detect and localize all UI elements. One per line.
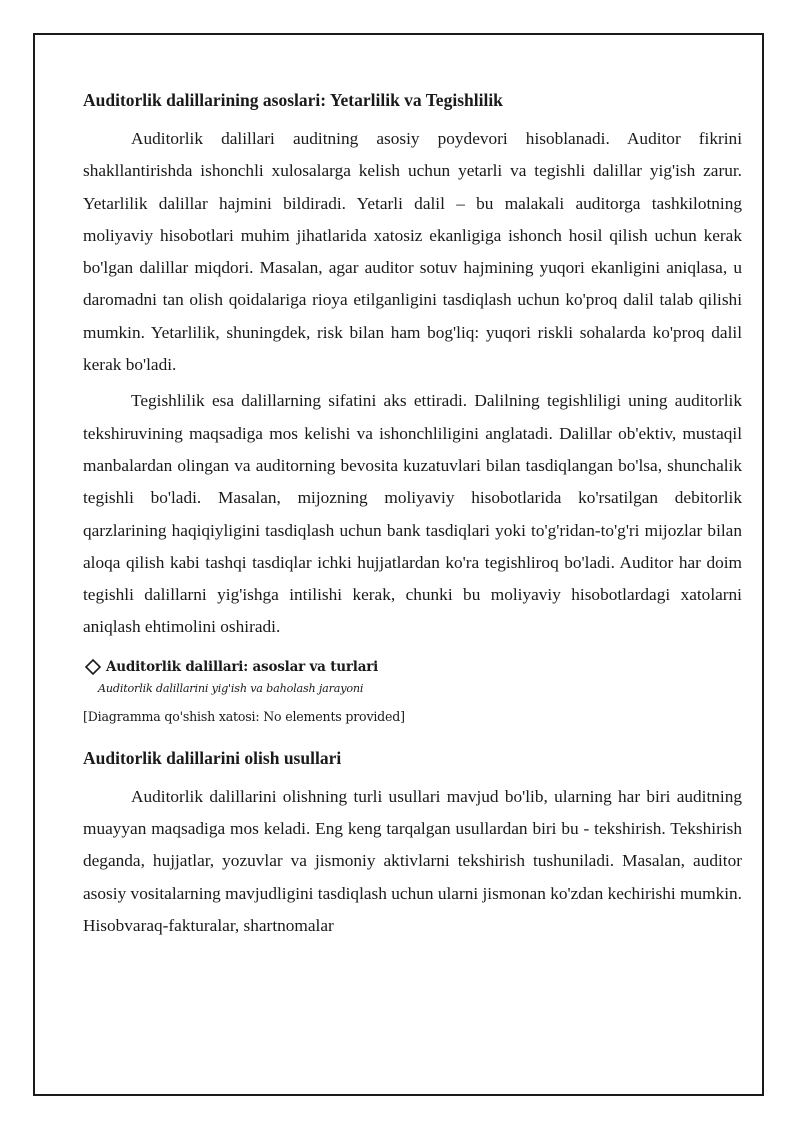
diagram-title: Auditorlik dalillari: asoslar va turlari	[106, 658, 379, 675]
section-heading-sufficiency-relevance: Auditorlik dalillarining asoslari: Yetarlilik va Tegishlilik	[83, 90, 503, 110]
paragraph-sufficiency: Auditorlik dalillari auditning asosiy poydevori hisoblanadi. Auditor fikrini shakllantirishda ishonchli xulosalarga kelish uchun yetarli va tegishli dalillar yig'ish zarur. Yetarlilik dalillar hajmini bildiradi. Yetarli dalil – bu malakali auditorga tashkilotning moliyaviy hisobotlari muhim jihatlarida xatosiz ekanligiga ishonch hosil qilish uchun kerak bo'lgan dalillar miqdori. Masalan, agar auditor sotuv hajmining yuqori ekanligini aniqlasa, u daromadni tan olish qoidalariga rioya etilganligini tasdiqlash uchun ko'proq dalil talab qilishi mumkin. Yetarlilik, shuningdek, risk bilan ham bog'liq: yuqori riskli sohalarda ko'proq dalil kerak bo'ladi.	[83, 129, 742, 375]
paragraph-relevance: Tegishlilik esa dalillarning sifatini aks ettiradi. Dalilning tegishliligi uning auditorlik tekshiruvining maqsadiga mos kelishi va ishonchliligini anglatadi. Dalillar ob'ektiv, mustaqil manbalardan olingan va auditorning bevosita kuzatuvlari bilan tasdiqlangan bo'lsa, shunchalik tegishli bo'ladi. Masalan, mijozning moliyaviy hisobotlarida ko'rsatilgan debitorlik qarzlarining haqiqiyligini tasdiqlash uchun bank tasdiqlari yoki to'g'ridan-to'g'ri mijozlar bilan aloqa qilish kabi tashqi tasdiqlar ichki hujjatlardan ko'ra tegishliroq bo'ladi. Auditor har doim tegishli dalillarni yig'ishga intilishi kerak, chunki bu moliyaviy hisobotlardagi xatolarni aniqlash ehtimolini oshiradi.	[83, 391, 742, 637]
diagram-placeholder	[83, 656, 742, 724]
diagram-error-message: [Diagramma qo'shish xatosi: No elements provided]	[83, 708, 405, 724]
document-body	[83, 75, 742, 946]
diagram-subtitle: Auditorlik dalillarini yig'ish va baholash jarayoni	[98, 681, 364, 695]
diamond-icon	[84, 658, 102, 676]
diagram-title-row	[83, 656, 742, 678]
paragraph-methods: Auditorlik dalillarini olishning turli usullari mavjud bo'lib, ularning har biri auditning muayyan maqsadiga mos keladi. Eng keng tarqalgan usullardan biri bu - tekshirish. Tekshirish deganda, hujjatlar, yozuvlar va jismoniy aktivlarni tekshirish tushuniladi. Masalan, auditor asosiy vositalarning mavjudligini tasdiqlash uchun ularni jismonan ko'zdan kechirishi mumkin. Hisobvaraq-fakturalar, shartnomalar	[83, 786, 742, 935]
section-heading-methods: Auditorlik dalillarini olish usullari	[83, 747, 342, 768]
